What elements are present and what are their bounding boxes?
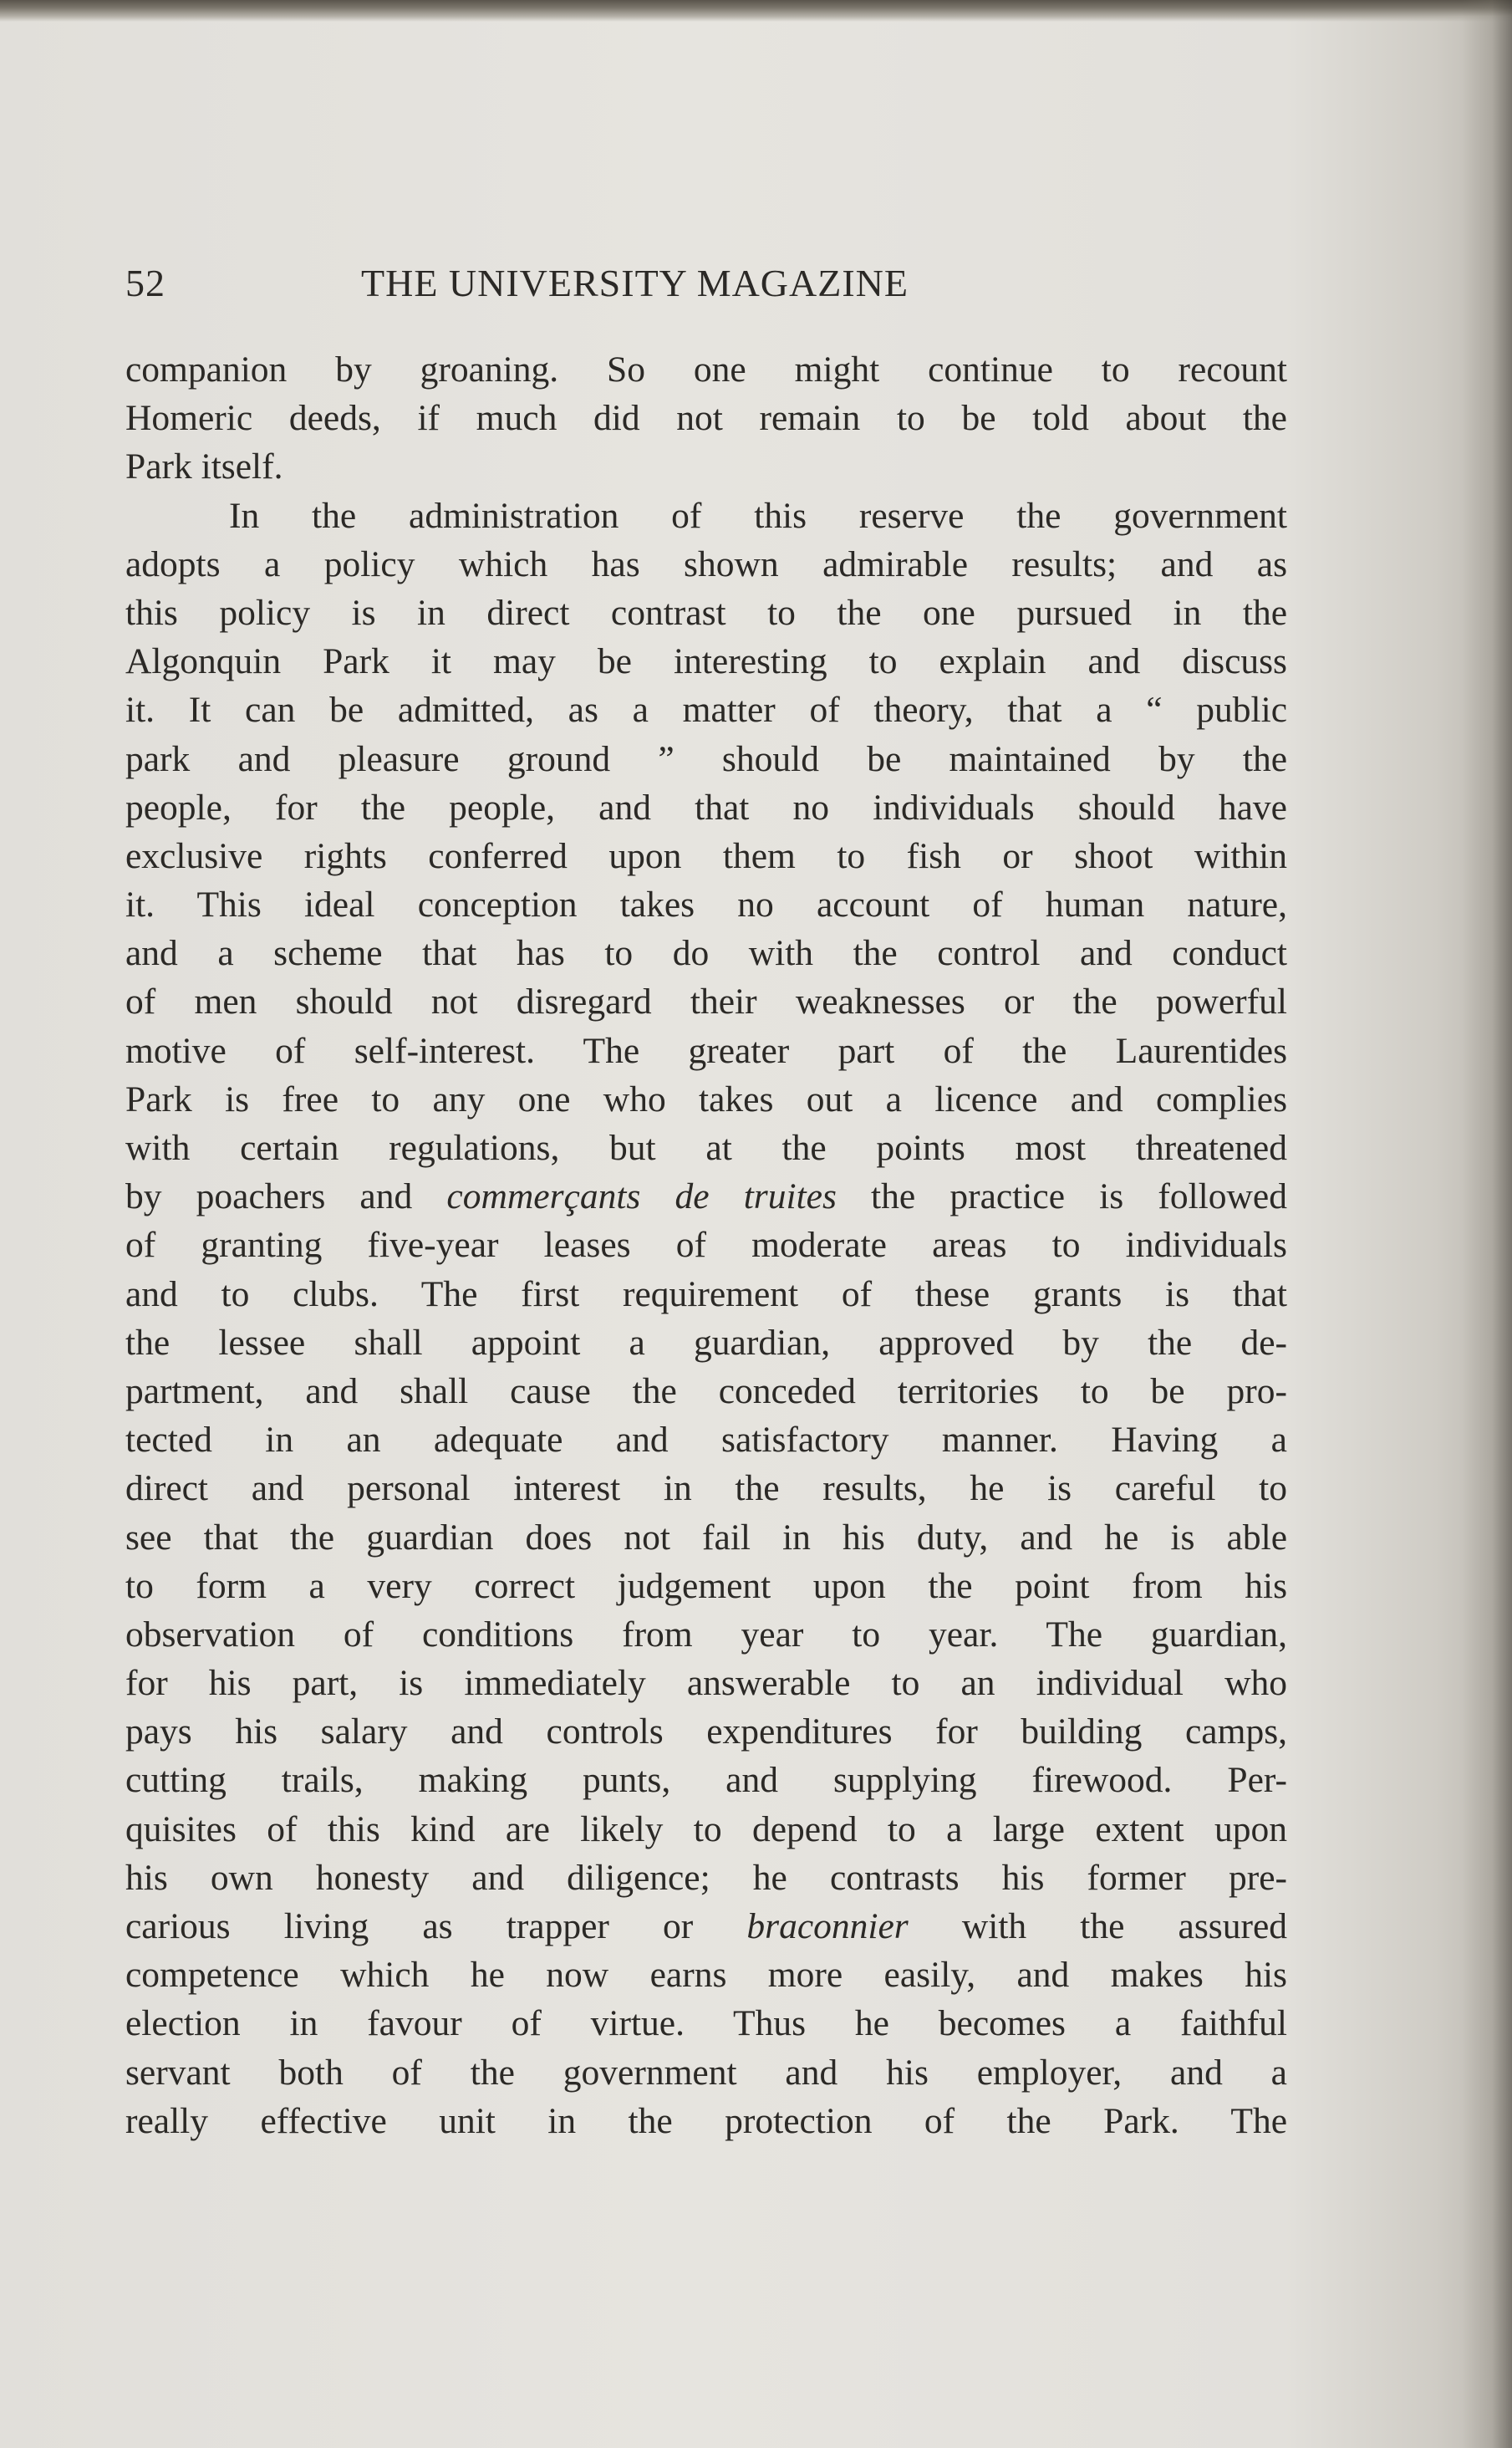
text-line: pays his salary and controls expenditures for building camps, bbox=[125, 1711, 1287, 1752]
text-line: direct and personal interest in the results, he is careful to bbox=[125, 1468, 1287, 1509]
text-line: this policy is in direct contrast to the one pursued in the bbox=[125, 592, 1287, 633]
running-head: THE UNIVERSITY MAGAZINE bbox=[361, 262, 909, 304]
text-line: Park is free to any one who takes out a licence and complies bbox=[125, 1079, 1287, 1119]
text-line: exclusive rights conferred upon them to fish or shoot within bbox=[125, 835, 1287, 876]
page-binding-shadow bbox=[1462, 0, 1512, 2448]
text-line: Park itself. bbox=[125, 446, 283, 487]
body-text bbox=[125, 345, 1287, 2145]
text-line: Homeric deeds, if much did not remain to be told about the bbox=[125, 398, 1287, 439]
text-line: adopts a policy which has shown admirable results; and as bbox=[125, 543, 1287, 584]
text-line: Algonquin Park it may be interesting to explain and discuss bbox=[125, 641, 1287, 682]
text-line: with certain regulations, but at the points most threatened bbox=[125, 1128, 1287, 1168]
text-line: tected in an adequate and satisfactory manner. Having a bbox=[125, 1420, 1287, 1461]
text-segment: carious living as trapper or bbox=[125, 1906, 747, 1946]
text-line: see that the guardian does not fail in his duty, and he is able bbox=[125, 1517, 1287, 1558]
text-line: election in favour of virtue. Thus he becomes a faithful bbox=[125, 2003, 1287, 2044]
text-line: of granting five-year leases of moderate areas to individuals bbox=[125, 1225, 1287, 1266]
page-header bbox=[125, 261, 1262, 311]
text-line: his own honesty and diligence; he contrasts his former pre- bbox=[125, 1857, 1287, 1898]
text-line: really effective unit in the protection of the Park. The bbox=[125, 2100, 1287, 2141]
text-line: companion by groaning. So one might continue to recount bbox=[125, 349, 1287, 390]
text-line: for his part, is immediately answerable to an individual who bbox=[125, 1663, 1287, 1704]
text-line: cutting trails, making punts, and supplying firewood. Per- bbox=[125, 1760, 1287, 1801]
text-line: motive of self-interest. The greater part of the Laurentides bbox=[125, 1030, 1287, 1071]
italic-phrase: braconnier bbox=[746, 1906, 909, 1946]
page-number: 52 bbox=[125, 262, 165, 304]
text-line: people, for the people, and that no individuals should have bbox=[125, 787, 1287, 828]
text-line: partment, and shall cause the conceded territories to be pro- bbox=[125, 1370, 1287, 1411]
paragraph-start-line: In the administration of this reserve the government bbox=[229, 495, 1287, 536]
text-line: competence which he now earns more easily, and makes his bbox=[125, 1955, 1287, 1996]
text-segment: the practice is followed bbox=[836, 1176, 1287, 1217]
text-line-with-italic bbox=[125, 1172, 1287, 1221]
text-line: to form a very correct judgement upon the point from his bbox=[125, 1565, 1287, 1606]
text-line: it. This ideal conception takes no account of human nature, bbox=[125, 885, 1287, 926]
text-segment: with the assured bbox=[908, 1906, 1288, 1946]
text-line: it. It can be admitted, as a matter of theory, that a “ public bbox=[125, 690, 1287, 731]
text-line: and a scheme that has to do with the control and conduct bbox=[125, 933, 1287, 974]
text-line: quisites of this kind are likely to depend to a large extent upon bbox=[125, 1808, 1287, 1849]
text-line: and to clubs. The first requirement of these grants is that bbox=[125, 1273, 1287, 1314]
text-line: of men should not disregard their weaknesses or the powerful bbox=[125, 982, 1287, 1023]
text-segment: by poachers and bbox=[125, 1176, 447, 1217]
text-line: observation of conditions from year to year. The guardian, bbox=[125, 1614, 1287, 1655]
text-line: park and pleasure ground ” should be maintained by the bbox=[125, 738, 1287, 779]
page-top-edge bbox=[0, 0, 1512, 22]
text-line-with-italic bbox=[125, 1902, 1287, 1951]
text-line: the lessee shall appoint a guardian, approved by the de- bbox=[125, 1322, 1287, 1363]
italic-phrase: commerçants de truites bbox=[446, 1176, 837, 1217]
text-line: servant both of the government and his employer, and a bbox=[125, 2052, 1287, 2093]
